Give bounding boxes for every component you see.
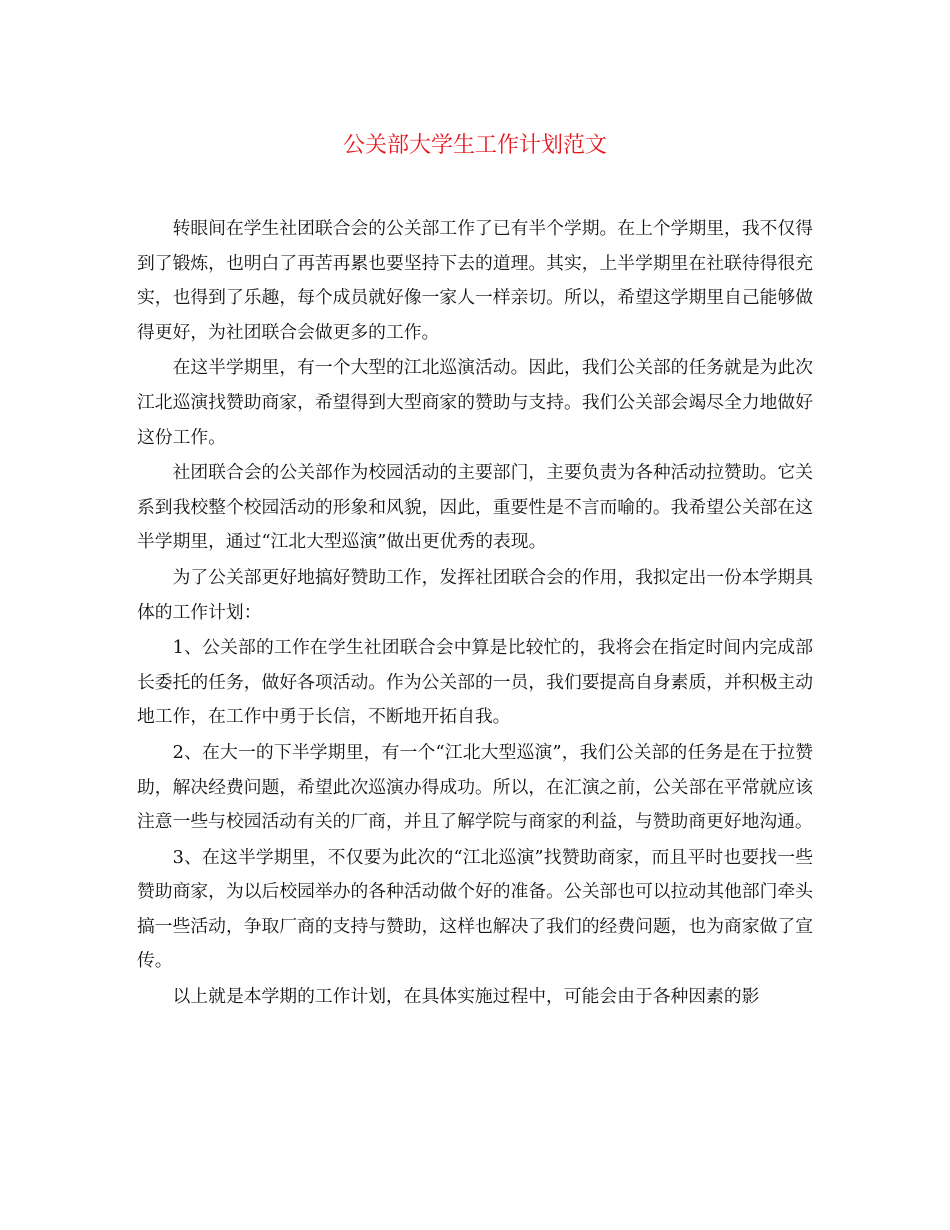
paragraph: 为了公关部更好地搞好赞助工作，发挥社团联合会的作用，我拟定出一份本学期具体的工作计划：: [137, 566, 813, 623]
paragraph: 在这半学期里，有一个大型的江北巡演活动。因此，我们公关部的任务就是为此次江北巡演找赞助商家，希望得到大型商家的赞助与支持。我们公关部会竭尽全力地做好这份工作。: [137, 357, 813, 448]
paragraph: 社团联合会的公关部作为校园活动的主要部门，主要负责为各种活动拉赞助。它关系到我校整个校园活动的形象和风貌，因此，重要性是不言而喻的。我希望公关部在这半学期里，通过“江北大型巡演”做出更优秀的表现。: [137, 462, 813, 553]
paragraph: 2、在大一的下半学期里，有一个“江北大型巡演”，我们公关部的任务是在于拉赞助，解决经费问题，希望此次巡演办得成功。所以，在汇演之前，公关部在平常就应该注意一些与校园活动有关的厂商，并且了解学院与商家的利益，与赞助商更好地沟通。: [137, 741, 813, 833]
paragraph: 转眼间在学生社团联合会的公关部工作了已有半个学期。在上个学期里，我不仅得到了锻炼，也明白了再苦再累也要坚持下去的道理。其实，上半学期里在社联待得很充实，也得到了乐趣，每个成员就好像一家人一样亲切。所以，希望这学期里自己能够做得更好，为社团联合会做更多的工作。: [137, 218, 813, 343]
paragraph: 以上就是本学期的工作计划，在具体实施过程中，可能会由于各种因素的影: [172, 986, 760, 1008]
document-title: 公关部大学生工作计划范文: [342, 133, 607, 158]
paragraph: 1、公关部的工作在学生社团联合会中算是比较忙的，我将会在指定时间内完成部长委托的任务，做好各项活动。作为公关部的一员，我们要提高自身素质，并积极主动地工作，在工作中勇于长信，不断地开拓自我。: [137, 637, 813, 728]
paragraph: 3、在这半学期里，不仅要为此次的“江北巡演”找赞助商家，而且平时也要找一些赞助商家，为以后校园举办的各种活动做个好的准备。公关部也可以拉动其他部门牵头搞一些活动，争取厂商的支持与赞助，这样也解决了我们的经费问题，也为商家做了宣传。: [137, 846, 813, 972]
document-body: [137, 212, 813, 1016]
